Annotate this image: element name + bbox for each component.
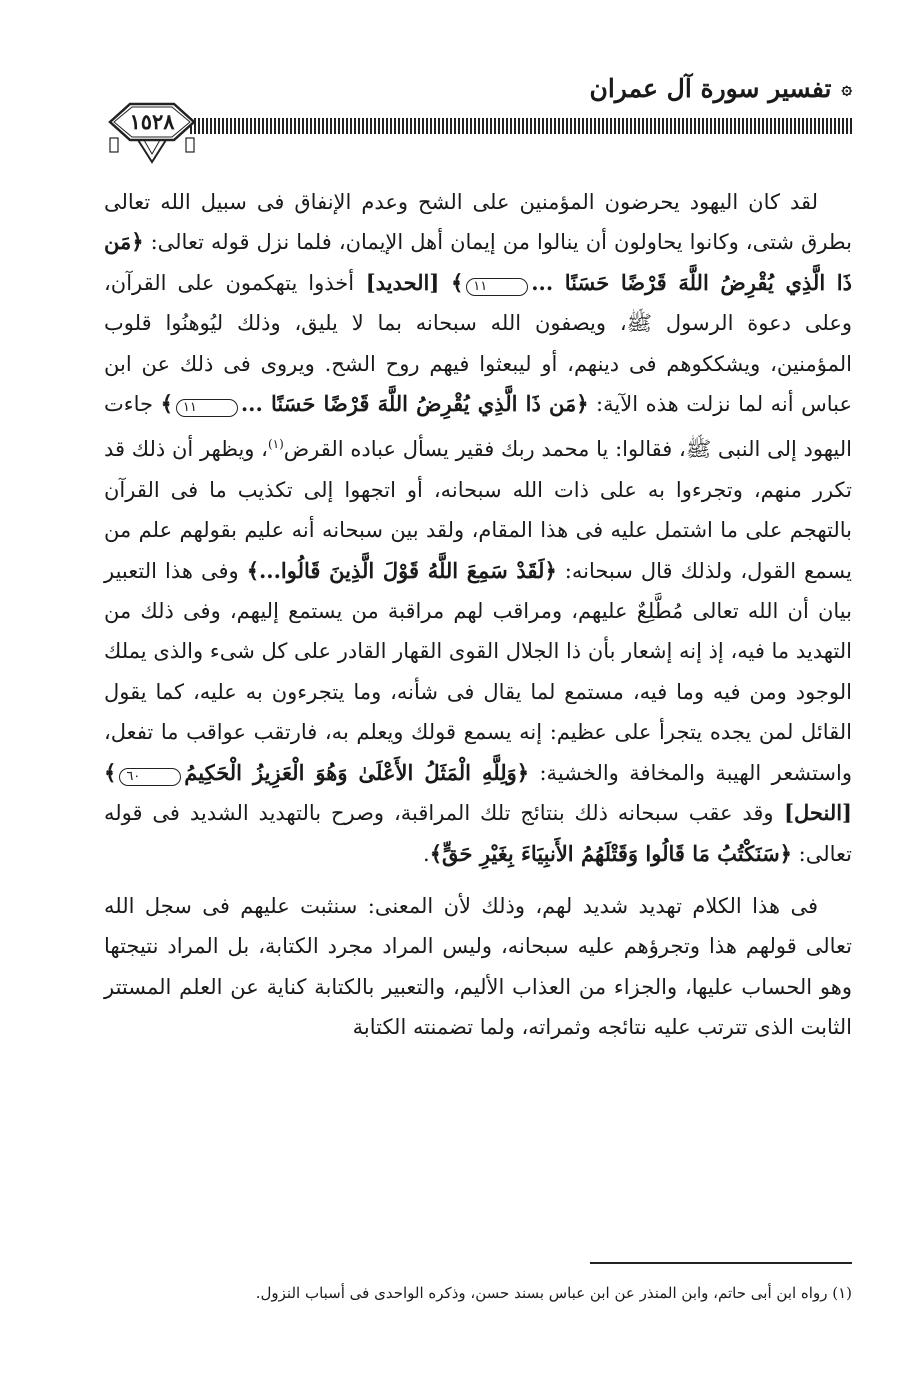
running-title-text: تفسير سورة آل عمران bbox=[589, 74, 832, 103]
text-run: ، ويظهر أن ذلك قد تكرر منهم، وتجرءوا به على ذات الله سبحانه، أو اتجهوا إلى تكذيب ما فى القرآن بالتهجم على ما اشتمل عليه فى هذا المقام، ولقد بين سبحانه أنه عليم بقولهم علم من يسمع القول، ولذلك قال سبحانه: bbox=[104, 437, 852, 583]
quran-bracket: ﴾ bbox=[160, 391, 173, 417]
page-number: ١٥٢٨ bbox=[129, 109, 175, 134]
header-rule bbox=[189, 118, 852, 134]
page-header bbox=[104, 60, 852, 164]
quran-quote: ﴿مَن ذَا الَّذِي يُقْرِضُ اللَّهَ قَرْضًا حَسَنًا ... bbox=[240, 391, 589, 417]
footnote-rule bbox=[590, 1262, 852, 1264]
text-run: وفى هذا التعبير بيان أن الله تعالى مُطَّلِعٌ عليهم، ومراقب لهم مراقبة من يستمع إليهم، وفى ذلك من التهديد ما فيه، إذ إنه إشعار بأن ذا الجلال القوى القهار القادر على كل شىء والذى يملك الوجود ومن فيه وما فيه، مستمع لما يقال فى شأنه، وما يتجرءون به عليه، كما يقول القائل لمن يجده يتجرأ على عظيم: إنه يسمع قولك ويعلم به، فارتقب عواقب ما تفعل، واستشعر الهيبة والمخافة والخشية: bbox=[104, 558, 852, 785]
page-number-badge bbox=[104, 100, 200, 156]
paragraph-1 bbox=[104, 182, 852, 874]
text-run: أخذوا يتهكمون على القرآن، وعلى دعوة الرسول ﷺ، ويصفون الله سبحانه بما لا يليق، وذلك ليُوهنُوا قلوب المؤمنين، ويشككوهم فى دينهم، أو ليبعثوا فيهم روح الشح. ويروى فى ذلك عن ابن عباس أنه لما نزلت هذه الآية: bbox=[104, 270, 853, 417]
verse-number: ٦٠ bbox=[119, 768, 181, 786]
body-text bbox=[104, 182, 852, 1048]
text-run: وقد عقب سبحانه ذلك بنتائج تلك المراقبة، وصرح بالتهديد الشديد فى قوله تعالى: bbox=[104, 801, 852, 866]
quran-quote: ﴿سَنَكْتُبُ مَا قَالُوا وَقَتْلَهُمُ الأَنبِيَاءَ بِغَيْرِ حَقٍّ﴾ bbox=[429, 840, 792, 866]
text-run: . bbox=[423, 841, 430, 866]
paragraph-2: فى هذا الكلام تهديد شديد لهم، وذلك لأن المعنى: سنثبت عليهم فى سجل الله تعالى قولهم هذا وتجرؤهم عليه سبحانه، وليس المراد مجرد الكتابة، بل المراد نتيجتها وهو الحساب عليها، والجزاء من العذاب الأليم، والتعبير بالكتابة كناية عن العلم المستتر الثابت الذى تترتب عليه نتائجه وثمراته، ولما تضمنته الكتابة bbox=[104, 893, 852, 1040]
quran-quote: ﴿مَن ذَا الَّذِي يُقْرِضُ اللَّهَ قَرْضًا حَسَنًا ... bbox=[104, 229, 852, 295]
text-run: جاءت اليهود إلى النبى ﷺ، فقالوا: يا محمد ربك فقير يسأل عباده القرض bbox=[104, 392, 852, 462]
surah-reference: [النحل] bbox=[773, 800, 852, 826]
surah-reference: [الحديد] bbox=[354, 269, 451, 295]
title-ornament: ۞ bbox=[841, 78, 852, 99]
verse-number: ١١ bbox=[466, 278, 528, 296]
quran-bracket: ﴾ bbox=[450, 269, 464, 295]
footnote: (١) رواه ابن أبى حاتم، وابن المنذر عن ابن عباس بسند حسن، وذكره الواحدى فى أسباب النزول. bbox=[255, 1284, 852, 1302]
verse-number: ١١ bbox=[176, 399, 238, 417]
quran-quote: ﴿لَقَدْ سَمِعَ اللَّهُ قَوْلَ الَّذِينَ قَالُوا...﴾ bbox=[246, 557, 557, 583]
running-title bbox=[589, 74, 852, 103]
text-run: لقد كان اليهود يحرضون المؤمنين على الشح وعدم الإنفاق فى سبيل الله تعالى بطرق شتى، وكانوا يحاولون أن ينالوا من إيمان أهل الإيمان، فلما نزل قوله تعالى: bbox=[104, 190, 852, 255]
footnote-reference: (١) bbox=[267, 437, 284, 452]
quran-bracket: ﴾ bbox=[104, 759, 117, 785]
quran-quote: ﴿وَلِلَّهِ الْمَثَلُ الأَعْلَىٰ وَهُوَ الْعَزِيزُ الْحَكِيمُ bbox=[184, 759, 530, 785]
